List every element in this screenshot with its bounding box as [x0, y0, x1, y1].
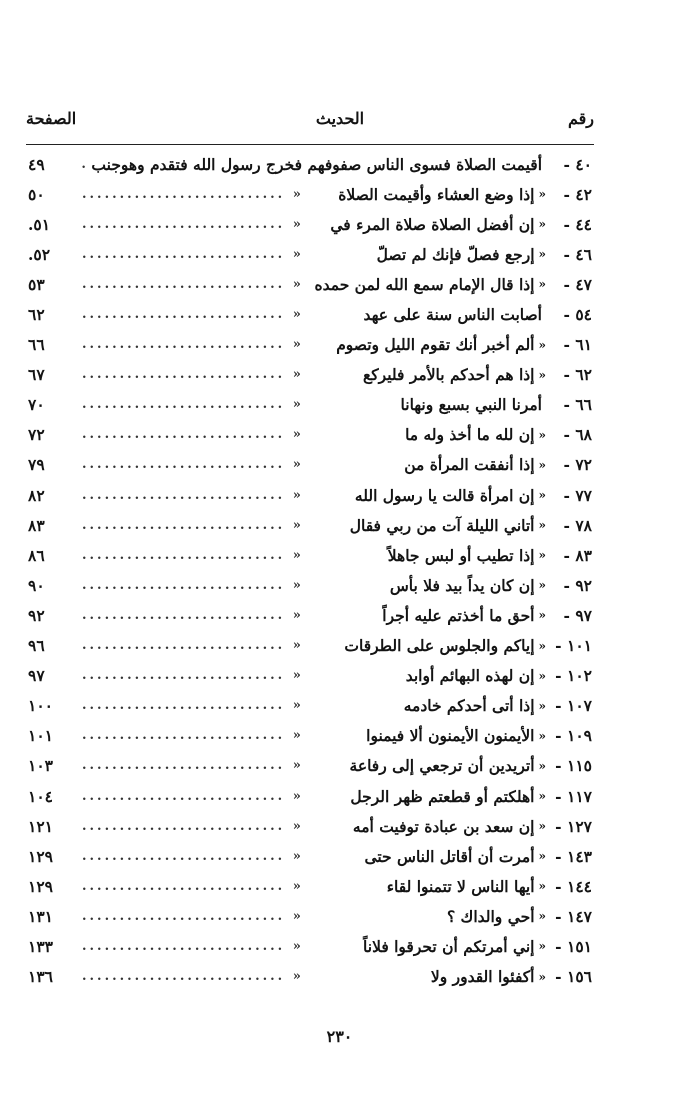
dot-leader: ........................... » — [82, 307, 304, 323]
page-reference: ٨٢ — [28, 485, 45, 505]
hadith-text: إرجع فصلّ فإنك لم تصلّ — [376, 244, 535, 264]
list-item — [26, 751, 594, 781]
hadith-entry — [78, 787, 546, 806]
hadith-entry — [78, 215, 546, 234]
hadith-number: ٤٦ - — [563, 244, 592, 264]
dot-leader: ........................... » — [82, 517, 304, 533]
hadith-number: ٤٤ - — [563, 214, 592, 234]
hadith-text: أهلكتم أو قطعتم ظهر الرجل — [350, 786, 535, 806]
hadith-number: ٩٢ - — [563, 575, 592, 595]
dot-leader: ........................... » — [82, 276, 304, 292]
hadith-entry — [78, 516, 546, 535]
hadith-entry — [78, 365, 546, 384]
quote-mark: « — [538, 879, 546, 894]
dot-leader: ........................... » — [82, 457, 304, 473]
hadith-number: ٨٣ - — [563, 545, 592, 565]
dot-leader: ........................... » — [82, 216, 304, 232]
hadith-entry — [78, 606, 546, 625]
page-reference: ٦٧ — [28, 365, 45, 385]
list-item — [26, 450, 594, 480]
quote-mark: « — [538, 758, 546, 773]
hadith-text: ألم أخبر أنك تقوم الليل وتصوم — [336, 335, 535, 355]
hadith-number: ١٤٣ - — [555, 846, 592, 866]
quote-mark: « — [538, 277, 546, 292]
page-reference: ٥٣ — [28, 274, 45, 294]
list-item — [26, 239, 594, 269]
hadith-text: أحي والداك ؟ — [446, 906, 535, 926]
list-item — [26, 330, 594, 360]
list-item — [26, 390, 594, 420]
list-item — [26, 360, 594, 390]
dot-leader: ........................... » — [82, 728, 304, 744]
page-reference: ١٢٩ — [28, 876, 53, 896]
dot-leader: ........................... » — [82, 607, 304, 623]
page-reference: ٤٩ — [28, 154, 45, 174]
quote-mark: « — [538, 698, 546, 713]
page-reference: ١٢١ — [28, 816, 53, 836]
list-item — [26, 962, 594, 992]
hadith-number: ٩٧ - — [563, 605, 592, 625]
hadith-entry — [78, 155, 546, 174]
dot-leader: ........................... » — [82, 487, 304, 503]
page-reference: ٨٣ — [28, 515, 45, 535]
hadith-text: أيها الناس لا تتمنوا لقاء — [386, 876, 535, 896]
page-reference: ١٠١ — [28, 726, 53, 746]
hadith-entry — [78, 877, 546, 896]
dot-leader: ........................... » — [82, 367, 304, 383]
page-reference: ٨٦ — [28, 545, 45, 565]
page-number: ٢٣٠ — [326, 1027, 353, 1046]
hadith-entry — [78, 425, 546, 444]
hadith-entry — [78, 546, 546, 565]
list-item — [26, 661, 594, 691]
hadith-entry — [78, 696, 546, 715]
dot-leader: ........................... » — [82, 969, 304, 985]
quote-mark: « — [538, 457, 546, 472]
page-reference: ٩٢ — [28, 605, 45, 625]
page-reference: ٩٧ — [28, 666, 45, 686]
page-reference: ١٣١ — [28, 906, 53, 926]
quote-mark: « — [538, 217, 546, 232]
page-reference: ٦٦ — [28, 335, 45, 355]
quote-mark: « — [538, 849, 546, 864]
list-item — [26, 691, 594, 721]
dot-leader: ........................... » — [82, 668, 304, 684]
dot-leader: ........................... » — [82, 878, 304, 894]
hadith-entry — [78, 576, 546, 595]
quote-mark: « — [538, 427, 546, 442]
hadith-text: أتاني الليلة آت من ربي فقال — [349, 515, 535, 535]
hadith-text: أمرت أن أقاتل الناس حتى — [364, 846, 535, 866]
list-item — [26, 269, 594, 299]
hadith-number: ١٠٩ - — [555, 726, 592, 746]
dot-leader: ........................... » — [82, 848, 304, 864]
hadith-entry — [78, 967, 546, 986]
hadith-entry — [78, 636, 546, 655]
hadith-text: الأيمنون الأيمنون ألا فيمنوا — [366, 726, 535, 746]
hadith-text: إن أفضل الصلاة صلاة المرء في — [330, 214, 535, 234]
list-item — [26, 179, 594, 209]
hadith-text: أقيمت الصلاة فسوى الناس صفوفهم فخرج رسول الله فتقدم وهوجنب — [91, 154, 542, 174]
list-item — [26, 299, 594, 329]
hadith-number: ٦٦ - — [563, 395, 592, 415]
list-item — [26, 631, 594, 661]
hadith-number: ١٥١ - — [555, 936, 592, 956]
quote-mark: « — [538, 789, 546, 804]
hadith-text: إن لهذه البهائم أوابد — [405, 666, 535, 686]
hadith-entry — [78, 395, 546, 414]
hadith-text: إذا أتى أحدكم خادمه — [403, 696, 535, 716]
dot-leader: ........................... » — [82, 938, 304, 954]
hadith-entry — [78, 335, 546, 354]
hadith-number: ١١٥ - — [555, 756, 592, 776]
page-reference: ٦٢ — [28, 305, 45, 325]
hadith-text: أكفئوا القدور ولا — [430, 967, 535, 987]
page-reference: ٧٠ — [28, 395, 45, 415]
hadith-text: أصابت الناس سنة على عهد — [363, 305, 542, 325]
dot-leader: ........................... » — [82, 337, 304, 353]
hadith-text: إن امرأة قالت يا رسول الله — [354, 485, 535, 505]
hadith-entry — [78, 817, 546, 836]
page-reference: ٩٦ — [28, 636, 45, 656]
dot-leader: ........................... » — [82, 818, 304, 834]
hadith-number: ١١٧ - — [555, 786, 592, 806]
hadith-text: أتريدين أن ترجعي إلى رفاعة — [349, 756, 535, 776]
hadith-number: ١٢٧ - — [555, 816, 592, 836]
table-header — [26, 100, 594, 145]
list-item — [26, 871, 594, 901]
hadith-number: ١٠١ - — [555, 636, 592, 656]
quote-mark: « — [538, 638, 546, 653]
hadith-text: أمرنا النبي بسبع ونهانا — [400, 395, 542, 415]
page-reference: ٥٢. — [28, 244, 51, 264]
header-page: الصفحة — [26, 108, 77, 128]
list-item — [26, 811, 594, 841]
hadith-number: ٦٨ - — [563, 425, 592, 445]
hadith-number: ٧٧ - — [563, 485, 592, 505]
hadith-number: ٦٢ - — [563, 365, 592, 385]
hadith-number: ١٥٦ - — [555, 967, 592, 987]
list-item — [26, 901, 594, 931]
dot-leader: ........................... » — [82, 908, 304, 924]
page-reference: ١٠٤ — [28, 786, 53, 806]
header-number: رقم — [567, 108, 594, 128]
page-reference: ١٣٣ — [28, 936, 53, 956]
page-reference: ١٠٣ — [28, 756, 53, 776]
hadith-entry — [78, 455, 546, 474]
hadith-entry — [78, 726, 546, 745]
page-reference: ٥٠ — [28, 184, 45, 204]
hadith-text: إذا وضع العشاء وأقيمت الصلاة — [338, 184, 535, 204]
dot-leader: ........................... » — [82, 758, 304, 774]
quote-mark: « — [538, 367, 546, 382]
page-reference: ٩٠ — [28, 575, 45, 595]
list-item — [26, 540, 594, 570]
quote-mark: « — [538, 337, 546, 352]
hadith-index-list — [26, 149, 594, 992]
list-item — [26, 510, 594, 540]
hadith-number: ١٤٧ - — [555, 906, 592, 926]
list-item — [26, 480, 594, 510]
hadith-number: ٧٢ - — [563, 455, 592, 475]
list-item — [26, 149, 594, 179]
quote-mark: « — [538, 728, 546, 743]
list-item — [26, 721, 594, 751]
quote-mark: « — [538, 608, 546, 623]
hadith-entry — [78, 275, 546, 294]
page-reference: ١٢٩ — [28, 846, 53, 866]
index-page — [26, 100, 594, 992]
quote-mark: « — [538, 187, 546, 202]
dot-leader: . — [81, 156, 89, 172]
page-reference: ٧٢ — [28, 425, 45, 445]
hadith-number: ٤٧ - — [563, 274, 592, 294]
hadith-entry — [78, 245, 546, 264]
dot-leader: ........................... » — [82, 638, 304, 654]
dot-leader: ........................... » — [82, 577, 304, 593]
hadith-text: أحق ما أخذتم عليه أجراً — [382, 605, 535, 625]
list-item — [26, 209, 594, 239]
hadith-text: إن سعد بن عبادة توفيت أمه — [352, 816, 535, 836]
hadith-number: ٧٨ - — [563, 515, 592, 535]
quote-mark: « — [538, 909, 546, 924]
hadith-text: إن لله ما أخذ وله ما — [405, 425, 535, 445]
page-reference: ١٠٠ — [28, 696, 53, 716]
hadith-number: ٤٢ - — [563, 184, 592, 204]
hadith-number: ٥٤ - — [563, 305, 592, 325]
dot-leader: ........................... » — [82, 698, 304, 714]
hadith-entry — [78, 937, 546, 956]
list-item — [26, 781, 594, 811]
quote-mark: « — [538, 668, 546, 683]
hadith-text: إياكم والجلوس على الطرقات — [344, 636, 535, 656]
list-item — [26, 570, 594, 600]
hadith-number: ١٠٧ - — [555, 696, 592, 716]
hadith-text: إذا قال الإمام سمع الله لمن حمده — [314, 274, 535, 294]
quote-mark: « — [538, 939, 546, 954]
quote-mark: « — [538, 548, 546, 563]
hadith-entry — [78, 756, 546, 775]
page-reference: ٧٩ — [28, 455, 45, 475]
hadith-number: ٦١ - — [563, 335, 592, 355]
hadith-entry — [78, 666, 546, 685]
quote-mark: « — [538, 578, 546, 593]
dot-leader: ........................... » — [82, 186, 304, 202]
dot-leader: ........................... » — [82, 246, 304, 262]
quote-mark: « — [538, 969, 546, 984]
dot-leader: ........................... » — [82, 547, 304, 563]
quote-mark: « — [538, 247, 546, 262]
dot-leader: ........................... » — [82, 427, 304, 443]
list-item — [26, 841, 594, 871]
hadith-entry — [78, 907, 546, 926]
dot-leader: ........................... » — [82, 788, 304, 804]
hadith-entry — [78, 305, 546, 324]
hadith-text: إن كان يداً بيد فلا بأس — [389, 575, 535, 595]
page-reference: ١٣٦ — [28, 967, 53, 987]
hadith-text: إذا هم أحدكم بالأمر فليركع — [363, 365, 535, 385]
quote-mark: « — [538, 819, 546, 834]
list-item — [26, 420, 594, 450]
header-hadith: الحديث — [315, 108, 365, 128]
list-item — [26, 931, 594, 961]
hadith-number: ٤٠ - — [563, 154, 592, 174]
hadith-text: إذا تطيب أو لبس جاهلاً — [387, 545, 535, 565]
hadith-entry — [78, 847, 546, 866]
dot-leader: ........................... » — [82, 397, 304, 413]
hadith-text: إذا أنفقت المرأة من — [404, 455, 535, 475]
hadith-number: ١٤٤ - — [555, 876, 592, 896]
list-item — [26, 600, 594, 630]
quote-mark: « — [538, 518, 546, 533]
quote-mark: « — [538, 488, 546, 503]
page-reference: ٥١. — [28, 214, 51, 234]
hadith-text: إني أمرتكم أن تحرقوا فلاناً — [363, 936, 535, 956]
hadith-entry — [78, 185, 546, 204]
hadith-number: ١٠٢ - — [555, 666, 592, 686]
hadith-entry — [78, 486, 546, 505]
